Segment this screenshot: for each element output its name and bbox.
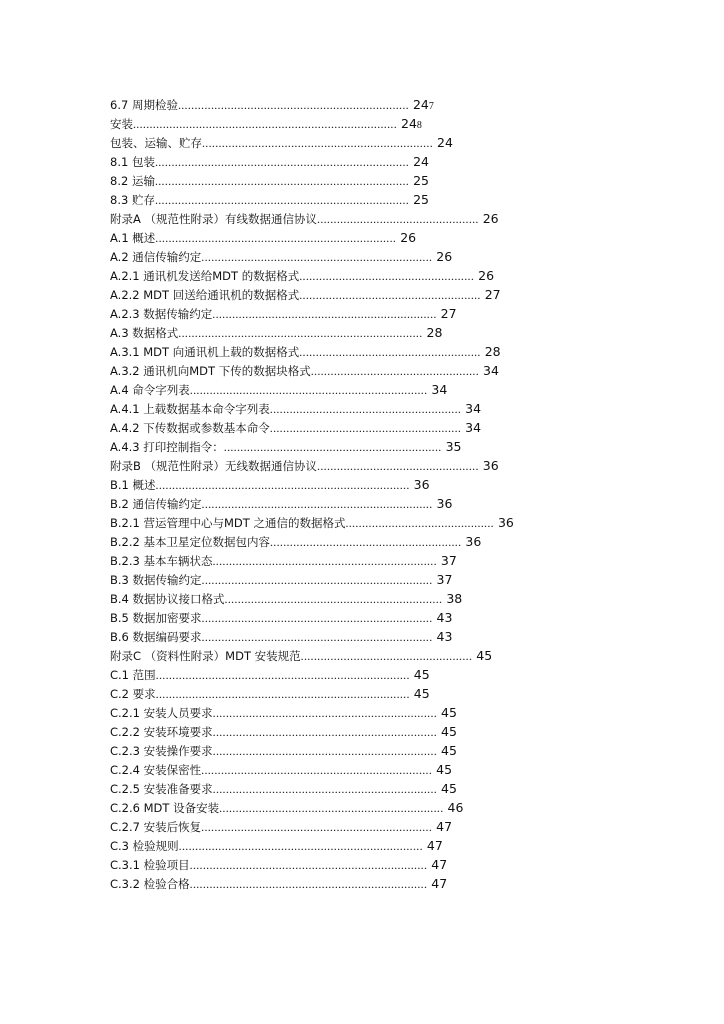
toc-leader-dots: .................................................................... <box>212 725 438 739</box>
toc-entry[interactable] <box>110 304 580 323</box>
toc-entry[interactable] <box>110 665 580 684</box>
toc-entry[interactable] <box>110 513 580 532</box>
toc-entry[interactable] <box>110 570 580 589</box>
toc-entry-title: C.2.2 安装环境要求 <box>110 725 213 739</box>
toc-entry-title: C.3 检验规则 <box>110 839 179 853</box>
toc-entry[interactable] <box>110 418 580 437</box>
toc-page-number: 34 <box>465 401 482 416</box>
toc-entry-title: B.2.3 基本车辆状态 <box>110 554 213 568</box>
toc-leader-dots: .................................................................... <box>212 554 437 568</box>
toc-page-number: 43 <box>436 629 453 644</box>
toc-entry[interactable] <box>110 817 580 836</box>
toc-leader-dots: ...................................................................... <box>202 136 433 150</box>
toc-entry[interactable] <box>110 209 580 228</box>
toc-leader-dots: ........................................................................ <box>189 858 428 872</box>
toc-leader-dots: ...................................................................... <box>201 250 433 264</box>
toc-page-number: 24 <box>437 135 453 150</box>
toc-page-number: 37 <box>436 572 453 587</box>
toc-page-number: 36 <box>436 496 453 511</box>
toc-page-number: 47 <box>426 838 443 853</box>
toc-page-suffix: 7 <box>428 101 434 112</box>
toc-entry-title: 8.2 运输 <box>110 174 155 188</box>
toc-page-number: 45 <box>476 648 493 663</box>
toc-page-number: 25 <box>413 173 429 188</box>
toc-entry[interactable] <box>110 399 580 418</box>
toc-page-number: 34 <box>483 363 499 378</box>
toc-page-number: 26 <box>436 249 453 264</box>
toc-leader-dots: .................................................................... <box>212 307 437 321</box>
toc-page-number: 25 <box>413 192 429 207</box>
toc-entry-title: A.2.3 数据传输约定 <box>110 307 213 321</box>
toc-entry-title: C.2.5 安装准备要求 <box>110 782 213 796</box>
toc-entry-title: C.2.6 MDT 设备安装 <box>110 801 220 815</box>
toc-page-number: 47 <box>436 819 453 834</box>
toc-leader-dots: ........................................................................ <box>189 383 428 397</box>
toc-leader-dots: ...................................................................... <box>201 763 433 777</box>
toc-leader-dots: .................................................................... <box>212 782 438 796</box>
toc-entry-title: A.4.2 下传数据或参数基本命令 <box>110 421 270 435</box>
toc-leader-dots: .................................................................... <box>219 801 444 815</box>
toc-entry-title: A.4 命令字列表 <box>110 383 190 397</box>
toc-entry[interactable] <box>110 646 580 665</box>
toc-leader-dots: ...................................................................... <box>177 98 409 112</box>
toc-entry-title: A.4.1 上载数据基本命令字列表 <box>110 402 270 416</box>
toc-entry[interactable] <box>110 798 580 817</box>
toc-page-number: 34 <box>465 420 482 435</box>
toc-entry[interactable] <box>110 456 580 475</box>
toc-entry[interactable] <box>110 266 580 285</box>
toc-leader-dots: .................................................................. <box>224 592 443 606</box>
toc-page-number: 45 <box>413 686 430 701</box>
toc-page-number: 38 <box>446 591 463 606</box>
toc-leader-dots: ................................................. <box>317 459 479 473</box>
toc-entry-title: B.2.1 营运管理中心与MDT 之通信的数据格式 <box>110 516 346 530</box>
toc-leader-dots: .................................................................... <box>212 744 438 758</box>
toc-entry-title: 安装 <box>110 117 133 131</box>
toc-entry-title: A.3 数据格式 <box>110 326 179 340</box>
toc-entry-title: 6.7 周期检验 <box>110 98 178 112</box>
toc-page-number: 45 <box>436 762 453 777</box>
toc-entry[interactable] <box>110 342 580 361</box>
toc-leader-dots: ....................................................... <box>299 288 481 302</box>
toc-leader-dots: ...................................................................... <box>201 630 433 644</box>
toc-entry[interactable] <box>110 760 580 779</box>
toc-page-number: 36 <box>482 458 499 473</box>
toc-leader-dots: ...................................................................... <box>201 820 433 834</box>
toc-entry[interactable] <box>110 361 580 380</box>
toc-entry-title: C.2.3 安装操作要求 <box>110 744 213 758</box>
toc-leader-dots: .......................................................................... <box>178 839 423 853</box>
toc-page-number: 28 <box>484 344 501 359</box>
toc-entry-title: C.2.1 安装人员要求 <box>110 706 213 720</box>
toc-page-number: 43 <box>436 610 453 625</box>
toc-entry-title: B.2 通信传输约定 <box>110 497 202 511</box>
toc-leader-dots: ..................................................... <box>299 269 475 283</box>
toc-leader-dots: ....................................................... <box>299 345 481 359</box>
toc-entry[interactable] <box>110 95 580 114</box>
toc-leader-dots: .................................................................. <box>223 440 442 454</box>
toc-entry-title: A.1 概述 <box>110 231 156 245</box>
toc-entry-title: C.2.4 安装保密性 <box>110 763 202 777</box>
toc-entry[interactable] <box>110 608 580 627</box>
toc-page-number: 47 <box>431 876 448 891</box>
toc-entry[interactable] <box>110 247 580 266</box>
toc-entry[interactable] <box>110 551 580 570</box>
toc-page-number: 27 <box>484 287 501 302</box>
toc-page-number: 36 <box>497 515 514 530</box>
toc-leader-dots: ............................................................................. <box>155 668 410 682</box>
toc-entry-title: 8.1 包装 <box>110 155 155 169</box>
toc-entry[interactable] <box>110 532 580 551</box>
toc-leader-dots: ......................................................................... <box>155 231 397 245</box>
toc-entry[interactable] <box>110 722 580 741</box>
toc-entry-title: C.2.7 安装后恢复 <box>110 820 202 834</box>
toc-entry-title: B.1 概述 <box>110 478 156 492</box>
toc-entry-title: 包装、运输、贮存 <box>110 136 202 150</box>
toc-entry-title: 附录B （规范性附录）无线数据通信协议 <box>110 459 318 473</box>
toc-leader-dots: ................................................. <box>317 212 479 226</box>
toc-entry-title: B.5 数据加密要求 <box>110 611 202 625</box>
toc-entry-title: 附录A （规范性附录）有线数据通信协议 <box>110 212 318 226</box>
toc-entry-title: 8.3 贮存 <box>110 193 155 207</box>
toc-entry-title: B.6 数据编码要求 <box>110 630 202 644</box>
toc-entry-title: A.2.1 通讯机发送给MDT 的数据格式 <box>110 269 300 283</box>
toc-entry-title: A.2.2 MDT 回送给通讯机的数据格式 <box>110 288 300 302</box>
toc-entry[interactable] <box>110 190 580 209</box>
toc-entry-title: B.2.2 基本卫星定位数据包内容 <box>110 535 270 549</box>
toc-entry-title: A.3.2 通讯机向MDT 下传的数据块格式 <box>110 364 311 378</box>
toc-leader-dots: .................................................................... <box>212 706 438 720</box>
toc-entry[interactable] <box>110 228 580 247</box>
toc-page-number: 46 <box>447 800 464 815</box>
toc-entry[interactable] <box>110 684 580 703</box>
toc-page-number: 26 <box>478 268 495 283</box>
toc-entry[interactable] <box>110 285 580 304</box>
toc-entry-title: C.2 要求 <box>110 687 156 701</box>
toc-page-number: 45 <box>441 705 457 720</box>
toc-entry-title: B.4 数据协议接口格式 <box>110 592 225 606</box>
toc-entry[interactable] <box>110 627 580 646</box>
toc-leader-dots: .......................................................... <box>269 421 462 435</box>
toc-entry[interactable] <box>110 323 580 342</box>
toc-leader-dots: ............................................................................. <box>154 174 410 188</box>
toc-entry-title: B.3 数据传输约定 <box>110 573 202 587</box>
toc-entry[interactable] <box>110 855 580 874</box>
toc-entry[interactable] <box>110 437 580 456</box>
toc-entry[interactable] <box>110 589 580 608</box>
toc-page-number: 45 <box>441 724 457 739</box>
toc-page-number: 47 <box>431 857 448 872</box>
toc-leader-dots: .......................................................... <box>269 402 462 416</box>
toc-leader-dots: ...................................................................... <box>201 611 433 625</box>
toc-leader-dots: .......................................................................... <box>178 326 423 340</box>
table-of-contents <box>110 95 580 893</box>
toc-leader-dots: ............................................. <box>345 516 494 530</box>
toc-leader-dots: ...................................................................... <box>201 497 433 511</box>
toc-entry[interactable] <box>110 703 580 722</box>
toc-entry[interactable] <box>110 836 580 855</box>
toc-page-number: 34 <box>431 382 448 397</box>
toc-leader-dots: ...................................................................... <box>201 573 433 587</box>
toc-page-number: 36 <box>413 477 430 492</box>
toc-leader-dots: ................................................... <box>310 364 480 378</box>
toc-entry-title: C.3.1 检验项目 <box>110 858 190 872</box>
toc-page-number: 24 <box>413 154 429 169</box>
toc-leader-dots: ............................................................................. <box>155 687 410 701</box>
toc-entry[interactable] <box>110 133 580 152</box>
toc-entry[interactable] <box>110 114 580 133</box>
toc-entry[interactable] <box>110 494 580 513</box>
toc-entry[interactable] <box>110 475 580 494</box>
toc-entry[interactable] <box>110 152 580 171</box>
toc-page-number: 24 <box>412 97 429 112</box>
toc-entry-title: C.1 范围 <box>110 668 156 682</box>
toc-page-number: 45 <box>441 781 457 796</box>
toc-page-number: 45 <box>441 743 457 758</box>
toc-page-number: 36 <box>465 534 482 549</box>
toc-page-number: 28 <box>426 325 443 340</box>
toc-leader-dots: .................................................... <box>300 649 473 663</box>
toc-entry-title: A.4.3 打印控制指令： <box>110 440 224 454</box>
toc-page-number: 37 <box>440 553 457 568</box>
toc-entry[interactable] <box>110 171 580 190</box>
toc-entry[interactable] <box>110 380 580 399</box>
toc-entry[interactable] <box>110 741 580 760</box>
toc-page-number: 35 <box>445 439 462 454</box>
toc-page-number: 27 <box>440 306 457 321</box>
toc-entry-title: A.3.1 MDT 向通讯机上载的数据格式 <box>110 345 300 359</box>
toc-leader-dots: ............................................................................. <box>154 155 410 169</box>
toc-page-number: 24 <box>401 116 417 131</box>
toc-leader-dots: ........................................................................ <box>189 877 428 891</box>
toc-page-number: 45 <box>413 667 430 682</box>
toc-page-number: 26 <box>482 211 499 226</box>
toc-page-number: 26 <box>400 230 417 245</box>
toc-entry-title: C.3.2 检验合格 <box>110 877 190 891</box>
toc-entry[interactable] <box>110 779 580 798</box>
toc-leader-dots: .......................................................... <box>270 535 462 549</box>
toc-entry-title: A.2 通信传输约定 <box>110 250 202 264</box>
toc-entry-title: 附录C （资料性附录）MDT 安装规范 <box>110 649 301 663</box>
toc-entry[interactable] <box>110 874 580 893</box>
toc-page-suffix: 8 <box>416 120 422 131</box>
toc-leader-dots: ............................................................................. <box>154 193 410 207</box>
toc-leader-dots: ................................................................................ <box>133 117 397 131</box>
toc-leader-dots: ............................................................................. <box>155 478 410 492</box>
